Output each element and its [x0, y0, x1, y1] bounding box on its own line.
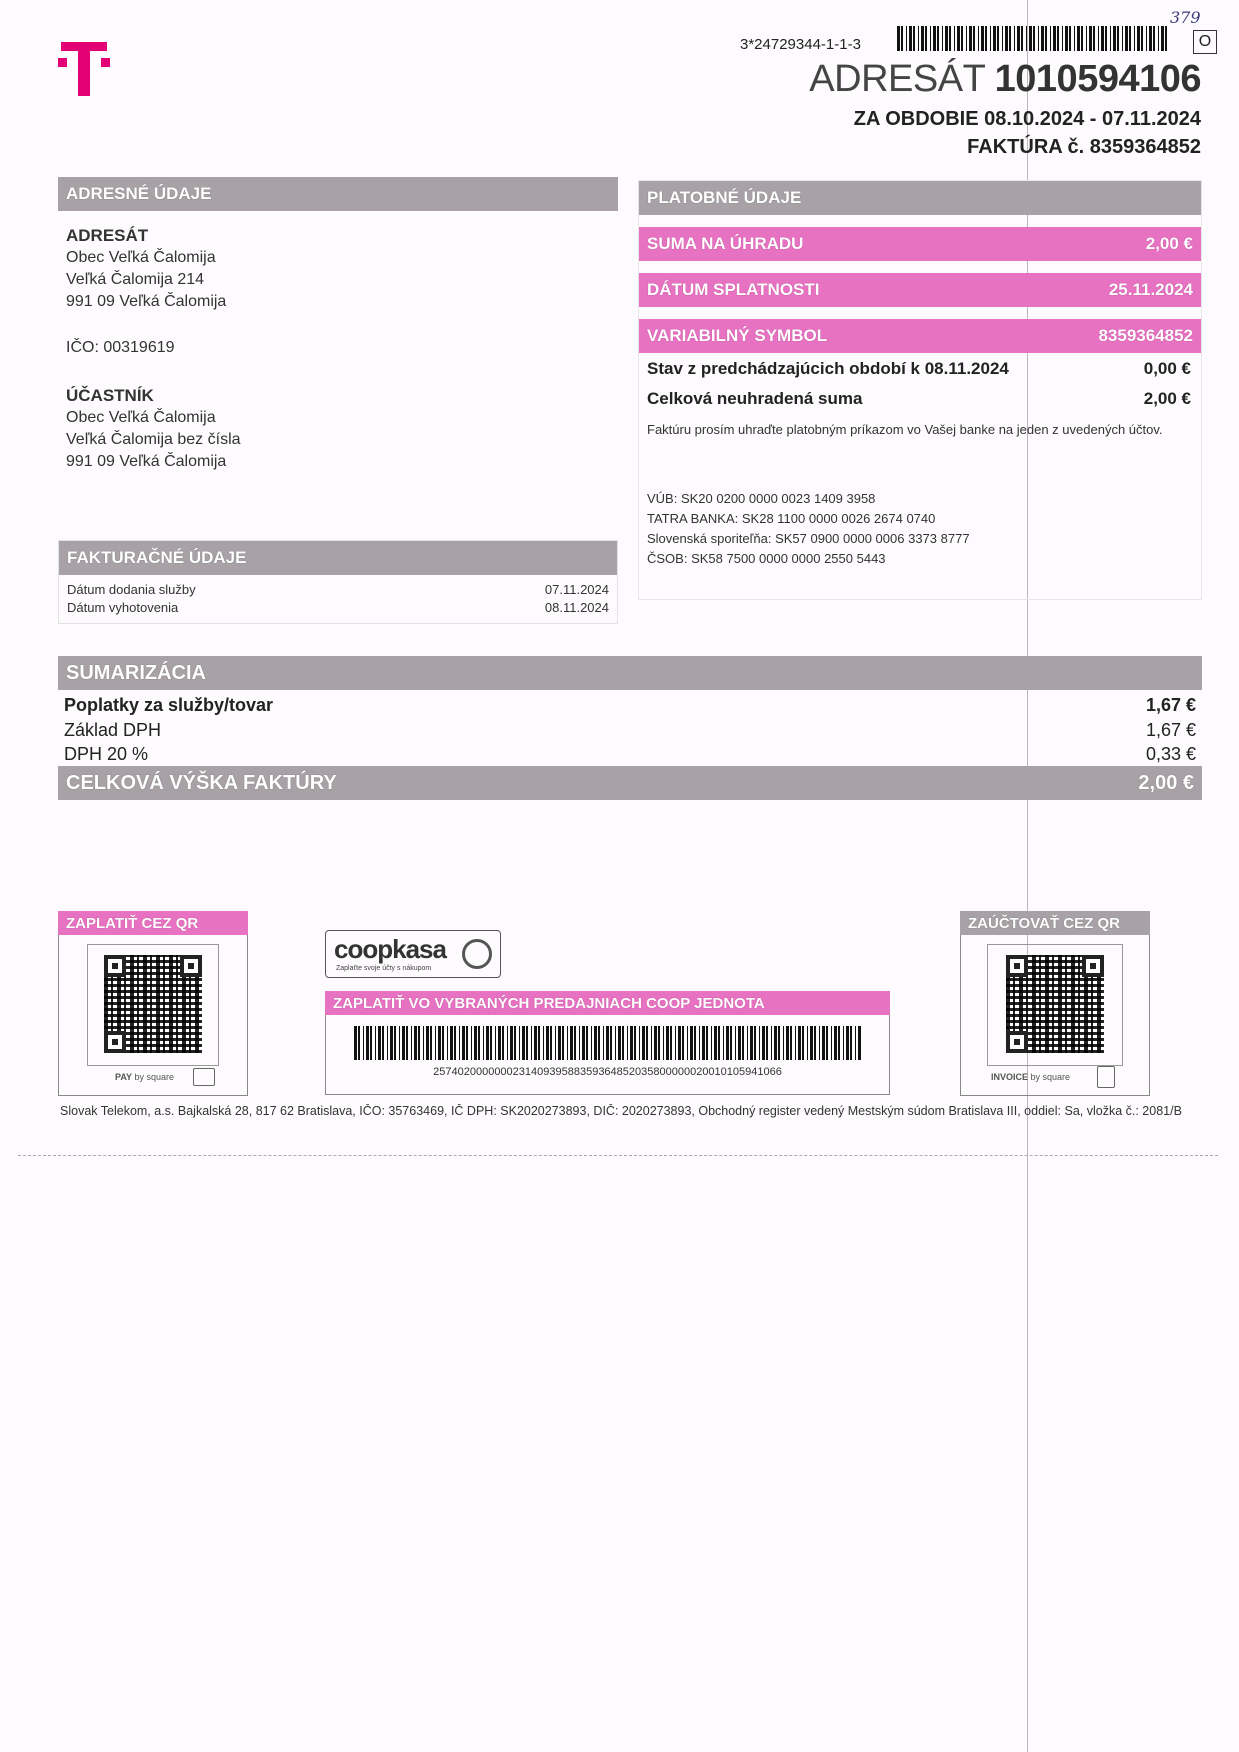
- barcode-bar: [702, 1026, 705, 1060]
- barcode-bar: [694, 1026, 696, 1060]
- barcode-bar: [438, 1026, 441, 1060]
- barcode-bar: [1110, 26, 1111, 51]
- total-unpaid-label: Celková neuhradená suma: [647, 389, 863, 408]
- barcode-bar: [651, 1026, 652, 1060]
- payment-panel: [638, 180, 1202, 600]
- barcode-bar: [678, 1026, 681, 1060]
- document-icon: [1097, 1066, 1115, 1088]
- barcode-bar: [1026, 26, 1027, 51]
- barcode-bar: [759, 1026, 760, 1060]
- barcode-bar: [747, 1026, 748, 1060]
- barcode-bar: [486, 1026, 489, 1060]
- adresat-heading: [809, 58, 1201, 101]
- barcode-bar: [819, 1026, 820, 1060]
- barcode-bar: [957, 26, 960, 51]
- barcode-bar: [1101, 26, 1104, 51]
- barcode-bar: [997, 26, 999, 51]
- barcode-bar: [435, 1026, 436, 1060]
- invoice-qr-title: ZAÚČTOVAŤ CEZ QR: [960, 911, 1150, 935]
- barcode-bar: [562, 1026, 564, 1060]
- barcode-bar: [1149, 26, 1152, 51]
- barcode-bar: [807, 1026, 808, 1060]
- barcode-bar: [474, 1026, 477, 1060]
- barcode-bar: [490, 1026, 492, 1060]
- barcode-bar: [1045, 26, 1047, 51]
- barcode-bar: [834, 1026, 837, 1060]
- barcode-bar: [630, 1026, 633, 1060]
- ucastnik-line: 991 09 Veľká Čalomija: [66, 453, 227, 470]
- previous-balance-value: 0,00 €: [1143, 359, 1191, 378]
- barcode-bar: [634, 1026, 636, 1060]
- barcode-bar: [478, 1026, 480, 1060]
- barcode-bar: [598, 1026, 600, 1060]
- vat-value: 0,33 €: [1145, 743, 1196, 764]
- barcode-bar: [786, 1026, 789, 1060]
- vat-base-label: Základ DPH: [64, 719, 162, 740]
- pay-caption-text: by square: [134, 1072, 175, 1082]
- barcode-bar: [675, 1026, 676, 1060]
- barcode-bar: [1069, 26, 1071, 51]
- barcode-bar: [897, 26, 900, 51]
- pay-qr-block: [58, 911, 248, 1096]
- qr-finder: [1006, 1031, 1028, 1053]
- barcode-bar: [1165, 26, 1167, 51]
- barcode-bar: [586, 1026, 588, 1060]
- barcode-bar: [969, 26, 972, 51]
- barcode-bar: [495, 1026, 496, 1060]
- adresat-line: Obec Veľká Čalomija: [66, 249, 216, 266]
- ucastnik-label: ÚČASTNÍK: [66, 386, 154, 405]
- billing-row-label: Dátum dodania služby: [67, 582, 196, 597]
- barcode-bar: [826, 1026, 828, 1060]
- barcode-bar: [450, 1026, 453, 1060]
- ucastnik-line: Veľká Čalomija bez čísla: [66, 431, 241, 448]
- barcode-bar: [454, 1026, 456, 1060]
- invoice-total-bar: [58, 766, 1202, 800]
- barcode-bar: [442, 1026, 444, 1060]
- total-unpaid-row: [639, 379, 1201, 409]
- qr-finder: [104, 1031, 126, 1053]
- qr-finder: [180, 955, 202, 977]
- barcode-bar: [411, 1026, 412, 1060]
- barcode-bar: [798, 1026, 801, 1060]
- qr-finder: [104, 955, 126, 977]
- vat-label: DPH 20 %: [64, 743, 149, 764]
- adresat-line: Veľká Čalomija 214: [66, 271, 205, 288]
- barcode-bar: [966, 26, 967, 51]
- barcode-bar: [978, 26, 979, 51]
- barcode-bar: [906, 26, 907, 51]
- barcode-bar: [831, 1026, 832, 1060]
- barcode-bar: [1005, 26, 1008, 51]
- pay-qr-title: ZAPLATIŤ CEZ QR: [58, 911, 248, 935]
- address-panel: [58, 177, 618, 527]
- fees-label: Poplatky za služby/tovar: [64, 694, 274, 715]
- barcode-bar: [610, 1026, 612, 1060]
- barcode-bar: [1033, 26, 1035, 51]
- barcode-bar: [1086, 26, 1087, 51]
- barcode-bar: [459, 1026, 460, 1060]
- barcode-bar: [945, 26, 948, 51]
- barcode-bar: [570, 1026, 573, 1060]
- barcode-bar: [718, 1026, 720, 1060]
- barcode-bar: [838, 1026, 840, 1060]
- fees-row: [64, 692, 1196, 718]
- barcode-bar: [1098, 26, 1099, 51]
- company-footer: Slovak Telekom, a.s. Bajkalská 28, 817 62 Bratislava, IČO: 35763469, IČ DPH: SK2020273893, DIČ: 2020273893, Obchodný register vedený Mestským súdom Bratislava III, oddiel: Sa, vložka č.: 2081/B: [60, 1104, 1182, 1118]
- barcode-bar: [406, 1026, 408, 1060]
- invoice-caption-bold: INVOICE: [991, 1072, 1029, 1082]
- barcode-bar: [430, 1026, 432, 1060]
- barcode-bar: [1113, 26, 1116, 51]
- barcode-bar: [730, 1026, 732, 1060]
- barcode-bar: [654, 1026, 657, 1060]
- summary-title: SUMARIZÁCIA: [58, 656, 1202, 690]
- barcode-bar: [543, 1026, 544, 1060]
- variable-symbol-bar: [639, 319, 1201, 353]
- barcode-bar: [726, 1026, 729, 1060]
- barcode-bar: [399, 1026, 400, 1060]
- barcode-bar: [567, 1026, 568, 1060]
- due-date-label: DÁTUM SPLATNOSTI: [647, 280, 820, 299]
- barcode-bar: [618, 1026, 621, 1060]
- barcode-bar: [390, 1026, 393, 1060]
- barcode-bar: [1134, 26, 1135, 51]
- summary-panel: [58, 656, 1202, 800]
- vat-base-row: [64, 718, 1196, 742]
- barcode-bar: [627, 1026, 628, 1060]
- barcode-bar: [402, 1026, 405, 1060]
- barcode-bar: [981, 26, 984, 51]
- card-icon: [193, 1068, 215, 1086]
- barcode-bar: [414, 1026, 417, 1060]
- barcode-bar: [1141, 26, 1143, 51]
- barcode-bar: [1125, 26, 1128, 51]
- barcode-bar: [363, 1026, 364, 1060]
- barcode-bar: [426, 1026, 429, 1060]
- barcode-bar: [795, 1026, 796, 1060]
- barcode-bar: [502, 1026, 504, 1060]
- barcode-bar: [622, 1026, 624, 1060]
- barcode-bar: [615, 1026, 616, 1060]
- billing-row-label: Dátum vyhotovenia: [67, 600, 179, 615]
- address-title: ADRESNÉ ÚDAJE: [58, 177, 618, 211]
- barcode-bar: [790, 1026, 792, 1060]
- ico: IČO: 00319619: [66, 339, 175, 356]
- barcode-bar: [925, 26, 927, 51]
- barcode-bar: [949, 26, 951, 51]
- perforation-line: [18, 1155, 1218, 1156]
- coop-logo-text: coopkasa: [334, 934, 446, 964]
- barcode-bar: [1146, 26, 1147, 51]
- vat-row: [64, 742, 1196, 766]
- invoice-total-label: CELKOVÁ VÝŠKA FAKTÚRY: [66, 771, 337, 794]
- due-date-bar: [639, 273, 1201, 307]
- barcode-bar: [735, 1026, 736, 1060]
- barcode-bar: [750, 1026, 753, 1060]
- billing-title: FAKTURAČNÉ ÚDAJE: [59, 541, 617, 575]
- coop-logo-icon: [462, 939, 492, 969]
- barcode-bar: [462, 1026, 465, 1060]
- barcode-bar: [1137, 26, 1140, 51]
- billing-period: ZA OBDOBIE 08.10.2024 - 07.11.2024: [853, 108, 1201, 130]
- barcode-bar: [1053, 26, 1056, 51]
- variable-symbol-value: 8359364852: [1098, 326, 1193, 345]
- pay-qr-code[interactable]: [104, 955, 202, 1053]
- barcode-bar: [1158, 26, 1159, 51]
- barcode-bar: [1009, 26, 1011, 51]
- summary-body: [58, 690, 1202, 766]
- barcode-bar: [1065, 26, 1068, 51]
- barcode-bar: [382, 1026, 384, 1060]
- barcode-bar: [531, 1026, 532, 1060]
- barcode-bar: [762, 1026, 765, 1060]
- barcode-bar: [778, 1026, 780, 1060]
- barcode-bar: [582, 1026, 585, 1060]
- barcode-bar: [1057, 26, 1059, 51]
- barcode-bar: [466, 1026, 468, 1060]
- barcode-bar: [682, 1026, 684, 1060]
- barcode-bar: [1105, 26, 1107, 51]
- barcode-bar: [658, 1026, 660, 1060]
- barcode-bar: [933, 26, 936, 51]
- barcode-bar: [1062, 26, 1063, 51]
- barcode-bar: [921, 26, 924, 51]
- barcode-bar: [973, 26, 975, 51]
- barcode-bar: [843, 1026, 844, 1060]
- barcode-bar: [1017, 26, 1020, 51]
- adresat-label: ADRESÁT: [809, 58, 985, 100]
- barcode-bar: [546, 1026, 549, 1060]
- barcode-bar: [1117, 26, 1119, 51]
- barcode-bar: [1077, 26, 1080, 51]
- barcode-bar: [942, 26, 943, 51]
- barcode-bar: [937, 26, 939, 51]
- billing-row: [67, 581, 609, 599]
- barcode-bar: [526, 1026, 528, 1060]
- pay-qr-frame: [87, 944, 219, 1066]
- billing-row-value: 08.11.2024: [544, 600, 609, 615]
- barcode-bar: [579, 1026, 580, 1060]
- address-body: [58, 211, 618, 473]
- amount-bar: [639, 227, 1201, 261]
- adresat-number: 1010594106: [994, 58, 1201, 100]
- fees-value: 1,67 €: [1145, 694, 1196, 715]
- barcode-bar: [394, 1026, 396, 1060]
- barcode-bar: [822, 1026, 825, 1060]
- barcode-bar: [1074, 26, 1075, 51]
- barcode-bar: [670, 1026, 672, 1060]
- barcode-bar: [1041, 26, 1044, 51]
- barcode-bar: [855, 1026, 856, 1060]
- bank-account: Slovenská sporiteľňa: SK57 0900 0000 0006 3373 8777: [647, 531, 970, 546]
- vat-base-value: 1,67 €: [1145, 719, 1196, 740]
- barcode-bar: [961, 26, 963, 51]
- pay-caption-bold: PAY: [115, 1072, 133, 1082]
- adresat-section-label: ADRESÁT: [66, 226, 149, 245]
- pay-qr-caption: [115, 1072, 174, 1082]
- document-code: 3*24729344-1-1-3: [740, 36, 861, 53]
- barcode-bar: [771, 1026, 772, 1060]
- barcode-bar: [699, 1026, 700, 1060]
- barcode-bar: [639, 1026, 640, 1060]
- coop-tagline: Zaplaťte svoje účty s nákupom: [336, 965, 432, 972]
- barcode-bar: [687, 1026, 688, 1060]
- barcode-bar: [850, 1026, 852, 1060]
- invoice-number: FAKTÚRA č. 8359364852: [967, 136, 1201, 158]
- barcode-bar: [990, 26, 991, 51]
- barcode-bar: [510, 1026, 513, 1060]
- barcode-bar: [603, 1026, 604, 1060]
- billing-row-value: 07.11.2024: [544, 582, 609, 597]
- barcode-bar: [783, 1026, 784, 1060]
- qr-finder: [1082, 955, 1104, 977]
- barcode-bar: [1093, 26, 1095, 51]
- barcode-bar: [954, 26, 955, 51]
- barcode-bar: [774, 1026, 777, 1060]
- barcode-bar: [418, 1026, 420, 1060]
- coop-barcode[interactable]: [354, 1026, 862, 1060]
- coop-block: [325, 991, 890, 1095]
- amount-label: SUMA NA ÚHRADU: [647, 234, 804, 253]
- barcode-bar: [358, 1026, 360, 1060]
- barcode-bar: [534, 1026, 537, 1060]
- coop-logo: [325, 930, 501, 978]
- barcode-bar: [738, 1026, 741, 1060]
- barcode-bar: [802, 1026, 804, 1060]
- barcode-bar: [555, 1026, 556, 1060]
- barcode-bar: [723, 1026, 724, 1060]
- barcode-bar: [471, 1026, 472, 1060]
- barcode-bar: [918, 26, 919, 51]
- barcode-bar: [714, 1026, 717, 1060]
- barcode-bar: [375, 1026, 376, 1060]
- barcode-bar: [1038, 26, 1039, 51]
- barcode-bar: [387, 1026, 388, 1060]
- adresat-line: 991 09 Veľká Čalomija: [66, 293, 227, 310]
- barcode-bar: [985, 26, 987, 51]
- barcode-bar: [366, 1026, 369, 1060]
- barcode-bar: [558, 1026, 561, 1060]
- barcode-bar: [370, 1026, 372, 1060]
- barcode-bar: [423, 1026, 424, 1060]
- invoice-qr-block: [960, 911, 1150, 1096]
- barcode-bar: [354, 1026, 357, 1060]
- barcode-bar: [810, 1026, 813, 1060]
- barcode-bar: [901, 26, 903, 51]
- barcode-bar: [690, 1026, 693, 1060]
- invoice-total-value: 2,00 €: [1138, 771, 1194, 794]
- billing-rows: [59, 575, 617, 617]
- barcode-bar: [1153, 26, 1155, 51]
- barcode-bar: [742, 1026, 744, 1060]
- barcode-bar: [522, 1026, 525, 1060]
- barcode-bar: [993, 26, 996, 51]
- top-barcode: [897, 26, 1167, 51]
- ocr-mark: O: [1193, 30, 1217, 54]
- barcode-bar: [591, 1026, 592, 1060]
- barcode-bar: [1161, 26, 1164, 51]
- barcode-bar: [766, 1026, 768, 1060]
- bank-accounts: [639, 439, 1201, 569]
- barcode-bar: [574, 1026, 576, 1060]
- previous-balance-label: Stav z predchádzajúcich období k 08.11.2024: [647, 359, 1009, 378]
- coop-barcode-number: 257402000000023140939588359364852035800000020010105941066: [433, 1066, 782, 1078]
- barcode-bar: [447, 1026, 448, 1060]
- billing-panel: [58, 540, 618, 624]
- invoice-qr-caption: [991, 1072, 1070, 1082]
- barcode-bar: [646, 1026, 648, 1060]
- bank-account: ČSOB: SK58 7500 0000 0000 2550 5443: [647, 551, 886, 566]
- barcode-bar: [1014, 26, 1015, 51]
- barcode-bar: [666, 1026, 669, 1060]
- barcode-bar: [519, 1026, 520, 1060]
- barcode-bar: [1029, 26, 1032, 51]
- barcode-bar: [594, 1026, 597, 1060]
- bank-account: TATRA BANKA: SK28 1100 0000 0026 2674 0740: [647, 511, 936, 526]
- barcode-bar: [846, 1026, 849, 1060]
- due-date-value: 25.11.2024: [1108, 280, 1193, 299]
- telekom-logo: [58, 38, 110, 98]
- total-unpaid-value: 2,00 €: [1143, 389, 1191, 408]
- barcode-bar: [1122, 26, 1123, 51]
- barcode-bar: [642, 1026, 645, 1060]
- barcode-bar: [498, 1026, 501, 1060]
- payment-title: PLATOBNÉ ÚDAJE: [639, 181, 1201, 215]
- barcode-bar: [1129, 26, 1131, 51]
- barcode-bar: [606, 1026, 609, 1060]
- barcode-bar: [1021, 26, 1023, 51]
- barcode-bar: [913, 26, 915, 51]
- payment-note: Faktúru prosím uhraďte platobným príkazom vo Vašej banke na jeden z uvedených účtov.: [647, 422, 1163, 437]
- barcode-bar: [1081, 26, 1083, 51]
- barcode-bar: [663, 1026, 664, 1060]
- barcode-bar: [378, 1026, 381, 1060]
- previous-balance-row: [639, 353, 1201, 379]
- variable-symbol-label: VARIABILNÝ SYMBOL: [647, 326, 828, 345]
- barcode-bar: [706, 1026, 708, 1060]
- bank-account: VÚB: SK20 0200 0000 0023 1409 3958: [647, 491, 876, 506]
- amount-value: 2,00 €: [1145, 234, 1193, 253]
- ucastnik-line: Obec Veľká Čalomija: [66, 409, 216, 426]
- qr-finder: [1006, 955, 1028, 977]
- barcode-bar: [1002, 26, 1003, 51]
- barcode-bar: [483, 1026, 484, 1060]
- barcode-bar: [1050, 26, 1051, 51]
- barcode-bar: [930, 26, 931, 51]
- barcode-bar: [538, 1026, 540, 1060]
- handwritten-note: 379: [1170, 8, 1201, 27]
- invoice-caption-text: by square: [1030, 1072, 1071, 1082]
- barcode-bar: [514, 1026, 516, 1060]
- billing-row: [67, 599, 609, 617]
- barcode-bar: [550, 1026, 552, 1060]
- barcode-bar: [711, 1026, 712, 1060]
- invoice-qr-code[interactable]: [1006, 955, 1104, 1053]
- invoice-qr-frame: [987, 944, 1123, 1066]
- coop-title: ZAPLATIŤ VO VYBRANÝCH PREDAJNIACH COOP JEDNOTA: [325, 991, 890, 1015]
- barcode-bar: [754, 1026, 756, 1060]
- barcode-bar: [1089, 26, 1092, 51]
- barcode-bar: [814, 1026, 816, 1060]
- barcode-bar: [858, 1026, 861, 1060]
- barcode-bar: [507, 1026, 508, 1060]
- barcode-bar: [909, 26, 912, 51]
